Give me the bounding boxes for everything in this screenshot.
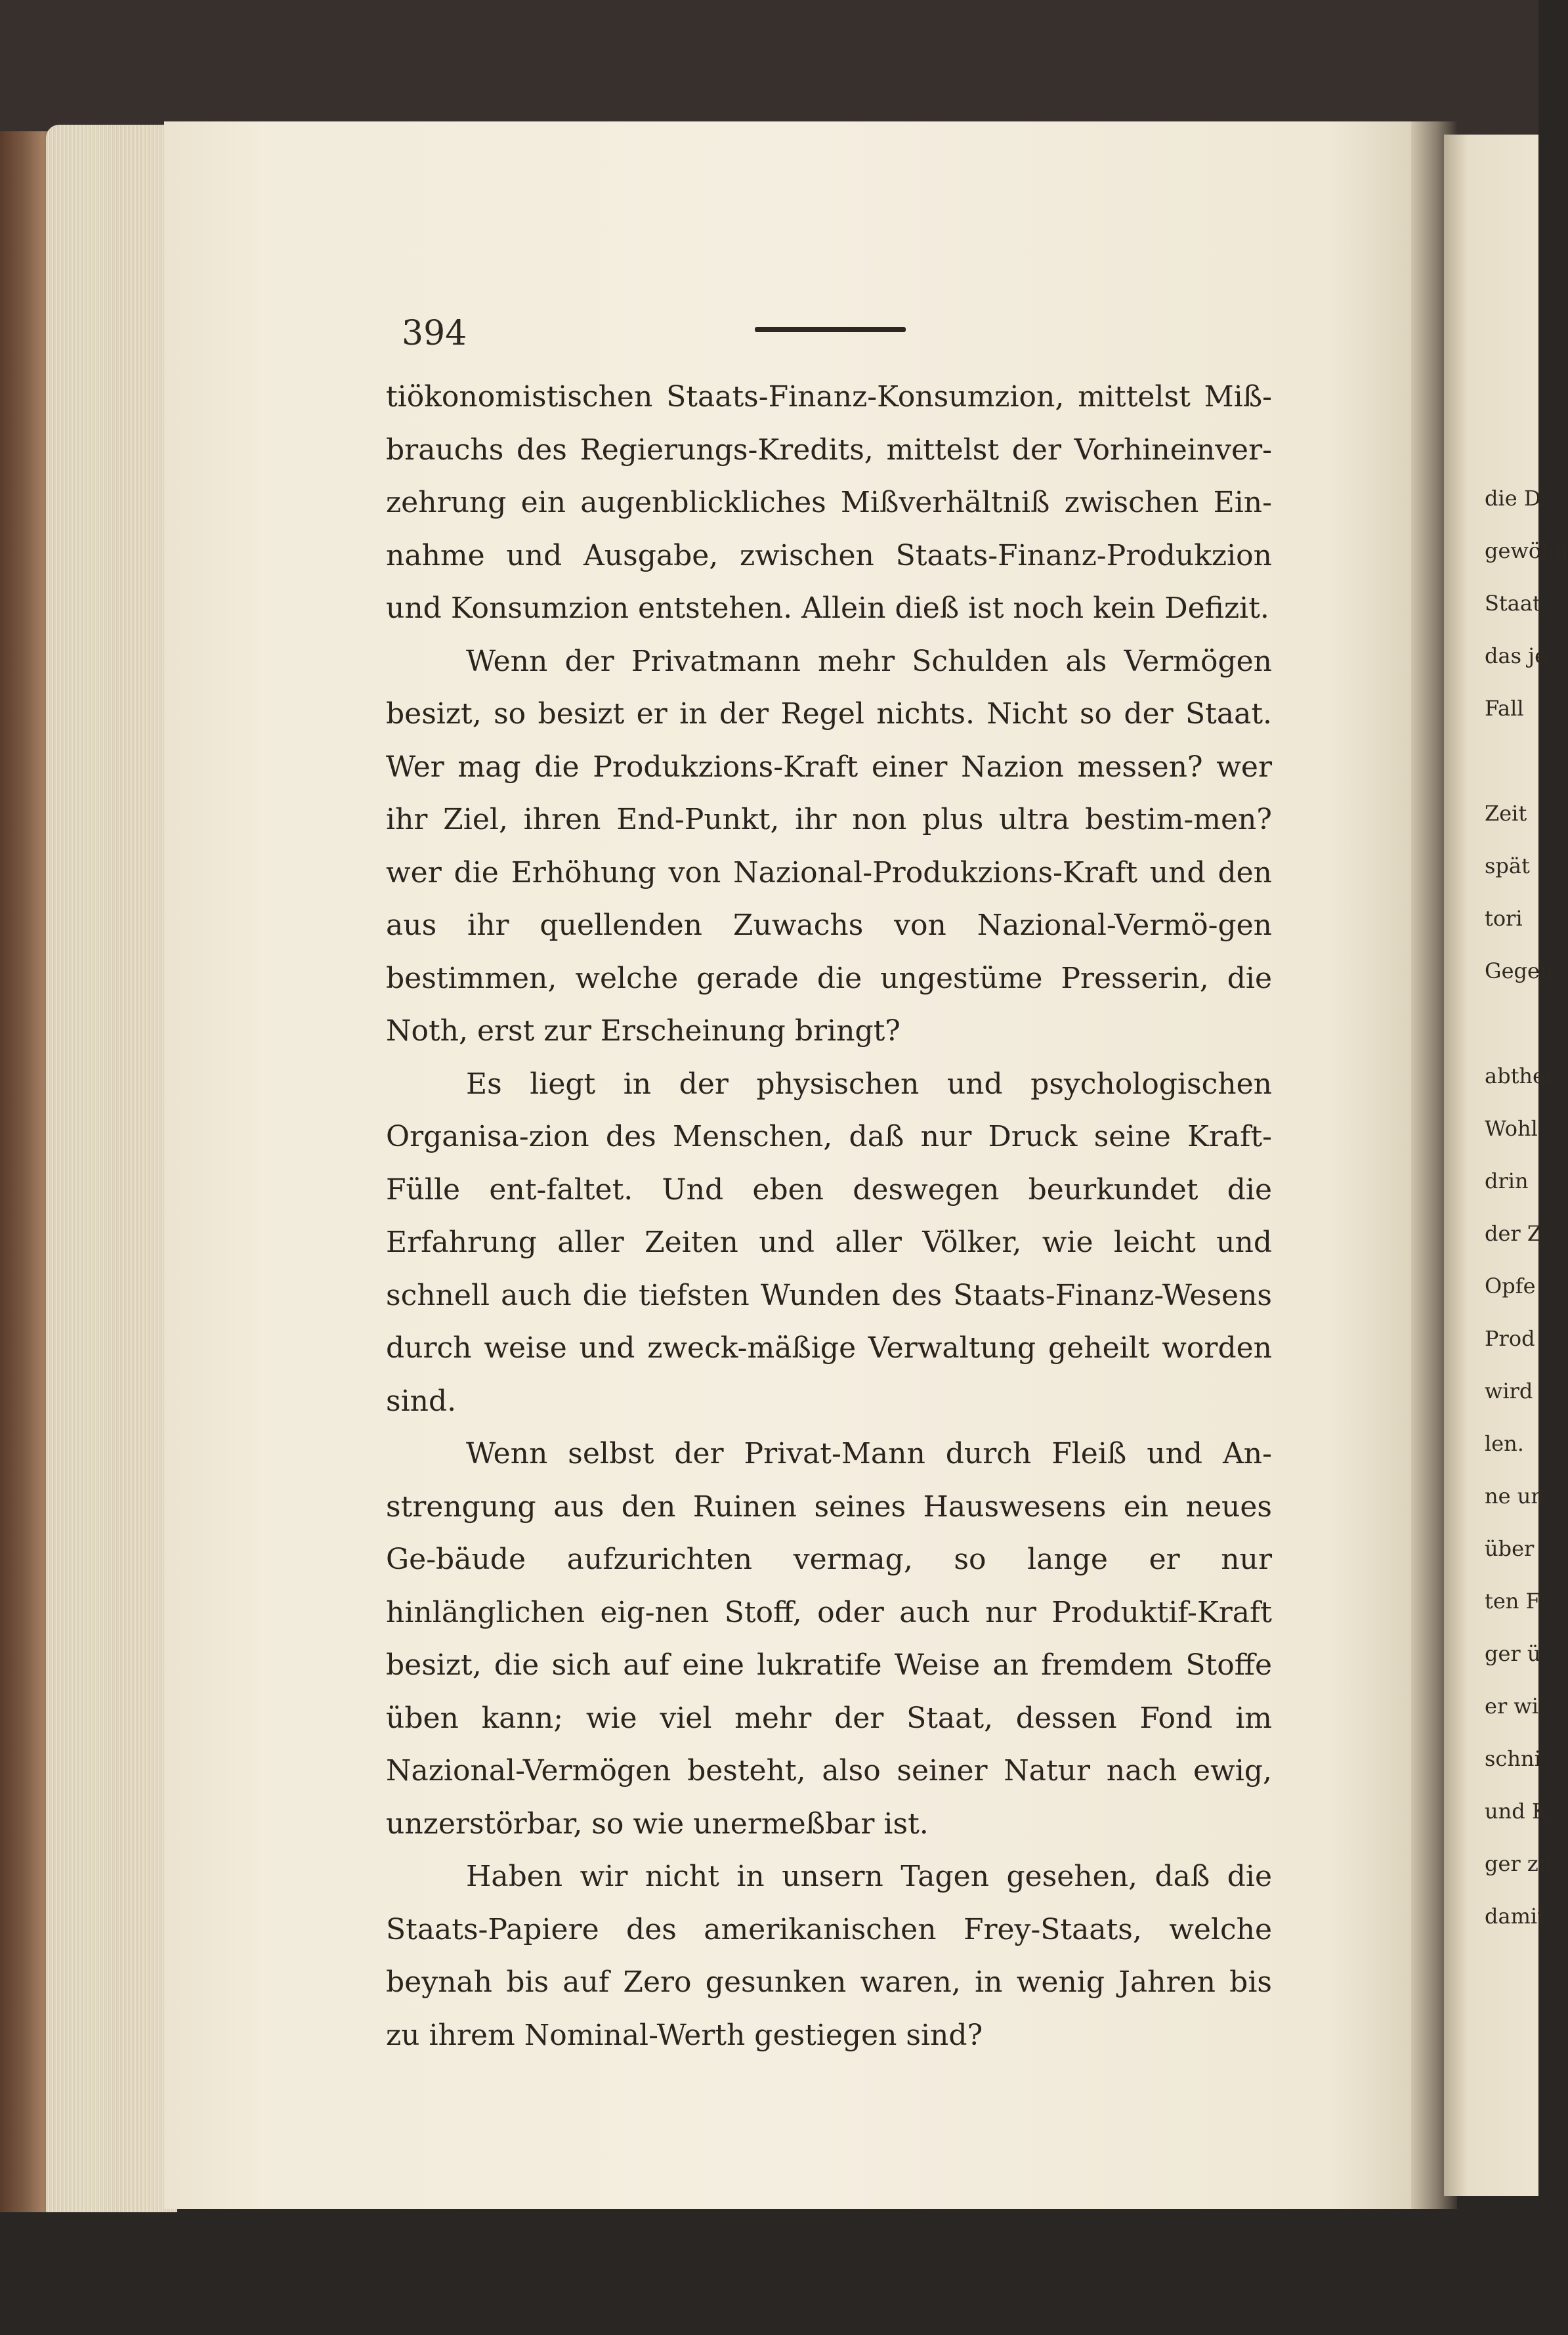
facing-line: tori [1485,906,1523,931]
facing-line: Opfe [1485,1274,1536,1298]
facing-line: Gegen [1485,958,1554,983]
paragraph-4: Wenn selbst der Privat-Mann durch Fleiß und An-strengung aus den Ruinen seines Hauswesens ein neues Ge-bäude aufzurichten vermag, so lange er nur hinlänglichen eig-nen Stoff, oder auch nur Produktif-Kraft besizt, die sich auf eine lukratife Weise an fremdem Stoffe üben kann; wie viel mehr der Staat, dessen Fond im Nazional-Vermögen besteht, also seiner Natur nach ewig, unzerstörbar, so wie unermeßbar ist. [386,1437,1272,1841]
facing-line: schni [1485,1746,1541,1771]
facing-line: Staat [1485,591,1541,616]
paragraph-5: Haben wir nicht in unsern Tagen gesehen, daß die Staats-Papiere des amerikanischen Frey-Staats, welche beynah bis auf Zero gesunken waren, in wenig Jahren bis zu ihrem Nominal-Werth gestiegen sind? [386,1860,1272,2052]
page-number: 394 [402,314,467,353]
facing-line: spät [1485,853,1530,878]
paragraph-3: Es liegt in der physischen und psychologischen Organisa-zion des Menschen, daß nur Druck seine Kraft-Fülle ent-faltet. Und eben deswegen beurkundet die Erfahrung aller Zeiten und aller Völker, wie leicht und schnell auch die tiefsten Wunden des Staats-Finanz-Wesens durch weise und zweck-mäßige Verwaltung geheilt worden sind. [386,1067,1272,1418]
facing-line: wird [1485,1379,1533,1403]
facing-line: über [1485,1536,1535,1561]
facing-line: Wohl [1485,1116,1538,1141]
facing-line: er wi [1485,1694,1539,1719]
paragraph-2: Wenn der Privatmann mehr Schulden als Vermögen besizt, so besizt er in der Regel nichts. Nicht so der Staat. Wer mag die Produkzions-Kraft einer Nazion messen? wer ihr Ziel, ihren End-Punkt, ihr non plus ultra bestim-men? wer die Erhöhung von Nazional-Produkzions-Kraft und den aus ihr quellenden Zuwachs von Nazional-Vermö-gen bestimmen, welche gerade die ungestüme Presserin, die Noth, erst zur Erscheinung bringt? [386,644,1272,1048]
page-body [386,371,1272,2062]
facing-line: das je [1485,643,1548,668]
facing-line: len. [1485,1431,1524,1456]
facing-line: Fall [1485,696,1524,721]
facing-line: ger ü [1485,1641,1541,1666]
facing-line: der Z [1485,1221,1542,1246]
facing-line: ten F [1485,1589,1540,1614]
facing-line: gewöhn [1485,538,1568,563]
facing-line: die D [1485,486,1541,511]
facing-line: und K [1485,1799,1548,1824]
facing-line: drin [1485,1168,1529,1193]
facing-line: damit [1485,1904,1546,1929]
page-edges [46,125,177,2265]
header-rule [755,327,906,332]
facing-line: Zeit [1485,801,1527,826]
facing-line: Prod [1485,1326,1535,1351]
scanner-background-bottom [0,2212,1538,2335]
facing-line: abthei [1485,1063,1552,1088]
facing-line: ger zu [1485,1851,1552,1876]
paragraph-1: tiökonomistischen Staats-Finanz-Konsumzion, mittelst Miß-brauchs des Regierungs-Kredits, mittelst der Vorhineinver-zehrung ein augenblickliches Mißverhältniß zwischen Ein-nahme und Ausgabe, zwischen Staats-Finanz-Produkzion und Konsumzion entstehen. Allein dieß ist noch kein Defizit. [386,380,1272,625]
facing-line: ne un [1485,1484,1544,1509]
facing-page-fragments [1485,0,1568,2335]
